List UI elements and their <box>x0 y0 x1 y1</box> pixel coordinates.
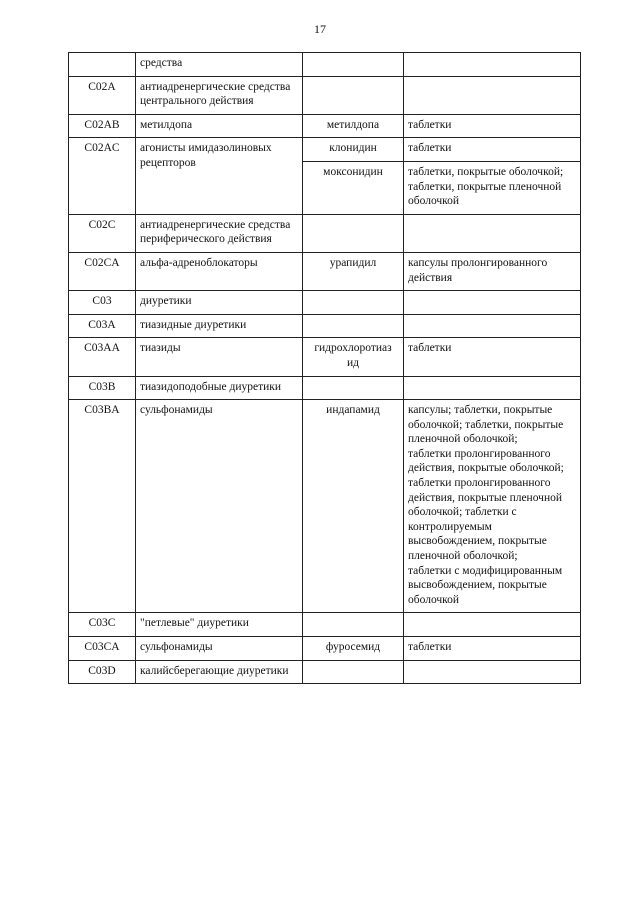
group-cell: сульфонамиды <box>136 400 303 613</box>
group-cell: "петлевые" диуретики <box>136 613 303 637</box>
table-row <box>69 76 581 114</box>
dosage-form-cell <box>404 214 581 252</box>
drug-name-cell <box>303 660 404 684</box>
drug-name-cell <box>303 214 404 252</box>
atc-code-cell: C03C <box>69 613 136 637</box>
group-cell: тиазиды <box>136 338 303 376</box>
atc-code-cell <box>69 53 136 77</box>
atc-code-cell: C03BA <box>69 400 136 613</box>
group-cell: агонисты имидазолиновых рецепторов <box>136 138 303 214</box>
table-row <box>69 613 581 637</box>
drug-name-cell: фуросемид <box>303 637 404 661</box>
group-cell: сульфонамиды <box>136 637 303 661</box>
page-number: 17 <box>314 22 326 36</box>
table-row <box>69 637 581 661</box>
drug-name-cell <box>303 314 404 338</box>
table-row <box>69 53 581 77</box>
table-row <box>69 338 581 376</box>
dosage-form-cell <box>404 53 581 77</box>
dosage-form-cell: таблетки <box>404 138 581 162</box>
dosage-form-cell <box>404 291 581 315</box>
drug-name-cell <box>303 53 404 77</box>
drug-name-cell <box>303 291 404 315</box>
atc-code-cell: C02AB <box>69 114 136 138</box>
drug-name-cell: моксонидин <box>303 161 404 214</box>
table-row <box>69 214 581 252</box>
dosage-form-cell: таблетки, покрытые оболочкой; таблетки, покрытые пленочной оболочкой <box>404 161 581 214</box>
dosage-form-cell: капсулы пролонгированного действия <box>404 252 581 290</box>
group-cell: альфа-адреноблокаторы <box>136 252 303 290</box>
atc-code-cell: C03A <box>69 314 136 338</box>
dosage-form-cell <box>404 376 581 400</box>
group-cell: антиадренергические средства периферического действия <box>136 214 303 252</box>
group-cell: диуретики <box>136 291 303 315</box>
group-cell: антиадренергические средства центрального действия <box>136 76 303 114</box>
atc-code-cell: C03CA <box>69 637 136 661</box>
group-cell: калийсберегающие диуретики <box>136 660 303 684</box>
dosage-form-cell: капсулы; таблетки, покрытые оболочкой; таблетки, покрытые пленочной оболочкой; таблетки пролонгированного действия, покрытые оболочкой; таблетки пролонгированного действия, покрытые пленочной оболочкой; таблетки с контролируемым высвобождением, покрытые пленочной оболочкой; таблетки с модифицированным высвобождением, покрытые оболочкой <box>404 400 581 613</box>
dosage-form-cell <box>404 613 581 637</box>
table-row <box>69 660 581 684</box>
group-cell: тиазидные диуретики <box>136 314 303 338</box>
drug-name-cell: клонидин <box>303 138 404 162</box>
table-row <box>69 252 581 290</box>
atc-code-cell: C02A <box>69 76 136 114</box>
group-cell: тиазидоподобные диуретики <box>136 376 303 400</box>
table-row <box>69 291 581 315</box>
group-cell: метилдопа <box>136 114 303 138</box>
dosage-form-cell: таблетки <box>404 114 581 138</box>
drug-name-cell <box>303 613 404 637</box>
table-row <box>69 138 581 162</box>
drug-name-cell <box>303 376 404 400</box>
atc-code-cell: C02AC <box>69 138 136 214</box>
table-row <box>69 376 581 400</box>
dosage-form-cell: таблетки <box>404 338 581 376</box>
atc-code-cell: C03B <box>69 376 136 400</box>
atc-code-cell: C02CA <box>69 252 136 290</box>
dosage-form-cell <box>404 76 581 114</box>
atc-code-cell: C03D <box>69 660 136 684</box>
dosage-form-cell <box>404 314 581 338</box>
group-cell: средства <box>136 53 303 77</box>
dosage-form-cell: таблетки <box>404 637 581 661</box>
table-row <box>69 114 581 138</box>
drug-name-cell: урапидил <box>303 252 404 290</box>
atc-code-cell: C02C <box>69 214 136 252</box>
drug-name-cell: индапамид <box>303 400 404 613</box>
dosage-form-cell <box>404 660 581 684</box>
drug-name-cell: гидрохлоротиаз ид <box>303 338 404 376</box>
atc-code-cell: C03AA <box>69 338 136 376</box>
drug-table <box>68 52 581 684</box>
table-row <box>69 400 581 613</box>
table-row <box>69 314 581 338</box>
drug-name-cell: метилдопа <box>303 114 404 138</box>
atc-code-cell: C03 <box>69 291 136 315</box>
drug-name-cell <box>303 76 404 114</box>
